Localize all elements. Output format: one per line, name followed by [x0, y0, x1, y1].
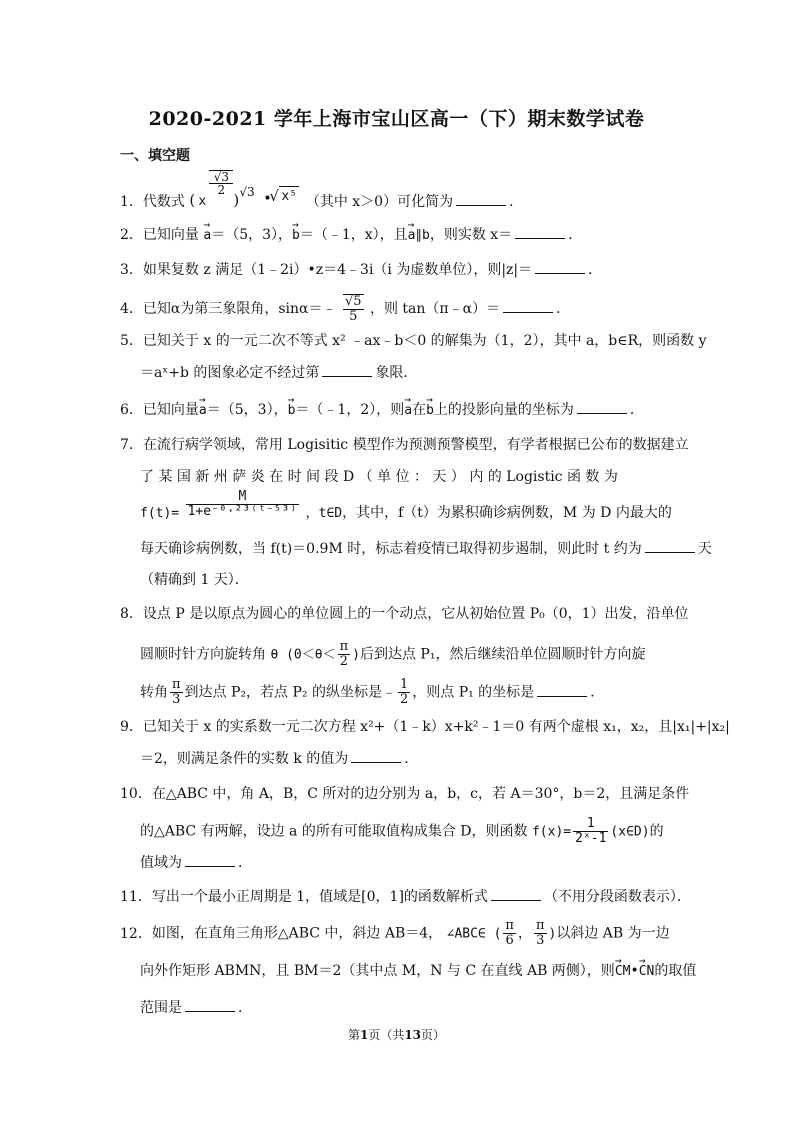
q12-fraction-pi3 [534, 919, 547, 948]
question-8 [120, 604, 689, 624]
answer-blank[interactable] [503, 298, 553, 313]
fraction-numerator: 1 [573, 817, 608, 832]
question-text: 如图，在直角三角形△ABC 中，斜边 AB＝4， [151, 925, 443, 942]
question-12-cont2 [140, 997, 252, 1018]
question-text: ＝（﹣1，2），则 [295, 402, 405, 418]
q1-sqrt-x5: x⁵ [279, 186, 299, 207]
question-text: 已知向量 [142, 402, 199, 418]
question-5-cont [140, 362, 417, 383]
question-text: 写出一个最小正周期是 1，值域是[0，1]的函数解析式 [151, 889, 488, 905]
question-text: 到达点 P₂，若点 P₂ 的纵坐标是﹣ [184, 684, 396, 701]
question-text: ． [404, 751, 419, 767]
question-number: 10． [120, 786, 152, 802]
question-text: ． [556, 301, 571, 317]
vector-a: → a [203, 226, 211, 246]
question-1 [120, 170, 680, 212]
question-text: 的取值 [654, 963, 697, 979]
answer-blank[interactable] [491, 886, 541, 901]
question-text: 转角 [140, 684, 168, 701]
question-text: 在△ABC 中，角 A，B，C 所对的边分别为 a，b，c，若 A＝30°，b＝2，且满足条件 [151, 786, 690, 802]
q1-sqrt3: √3 [239, 185, 255, 199]
q1-exp-den: 2 [217, 183, 226, 197]
question-8-cont2 [140, 678, 604, 707]
fraction-numerator: π [339, 639, 349, 654]
vector-a: → a [199, 401, 207, 421]
fraction-denominator: 3 [172, 692, 181, 707]
fraction-denominator: 5 [349, 309, 358, 324]
question-10-cont [140, 817, 664, 846]
q8-theta-range: θ (0＜θ＜ [270, 647, 336, 663]
question-9 [120, 717, 730, 737]
question-12-cont [140, 961, 696, 982]
question-text: 在流行病学领域，常用 Logisitic 模型作为预测预警模型，有学者根据已公布的数据建立 [142, 437, 689, 453]
question-4 [120, 294, 680, 324]
question-text: 每天确诊病例数，当 f(t)＝0.9M 时，标志着疫情已取得初步遏制，则此时 t 约为 [140, 541, 642, 557]
question-text: 天 [697, 541, 712, 557]
parallel-condition: → a∥b [408, 226, 430, 246]
question-text: 设点 P 是以原点为圆心的单位圆上的一个动点，它从初始位置 P₀（0，1）出发，沿单位 [142, 606, 689, 622]
question-text: 以斜边 AB 为一边 [556, 925, 670, 942]
page-title: 2020-2021 学年上海市宝山区高一（下）期末数学试卷 [148, 108, 645, 130]
section-heading: 一、填空题 [120, 148, 190, 164]
q8-paren: ) [352, 647, 360, 663]
answer-blank[interactable] [351, 748, 401, 763]
fraction-denominator: 2 [339, 654, 348, 669]
answer-blank[interactable] [456, 191, 506, 206]
question-12 [120, 919, 680, 948]
question-text: ． [590, 684, 605, 701]
question-text: ＝（5，3）， [211, 227, 293, 243]
question-2 [120, 224, 680, 246]
question-text: （精确到 1 天）． [140, 572, 249, 588]
fraction-numerator: π [535, 918, 545, 933]
question-text: 圆顺时针方向旋转角 [140, 646, 266, 663]
fraction-denominator: 1+e⁻⁰·²³⁽ᵗ⁻⁵³⁾ [187, 503, 298, 519]
question-text: 的△ABC 有两解，设边 a 的所有可能取值构成集合 D，则函数 [140, 823, 528, 840]
question-number: 12． [120, 925, 152, 942]
fraction-denominator: 3 [536, 933, 545, 948]
vector-a: → a [404, 401, 412, 421]
question-text: ＝（﹣1，x），且 [299, 227, 408, 243]
question-text: （不用分段函数表示）． [543, 889, 691, 905]
fraction-denominator: 2 [399, 692, 409, 707]
question-text: ，其中，f（t）为累积确诊病例数，M 为 D 内最大的 [342, 505, 672, 521]
question-text: ． [238, 855, 252, 871]
question-text: （其中 x＞0）可化简为 [305, 194, 454, 210]
question-number: 1． [120, 194, 143, 210]
question-text: ＝aˣ+b 的图象必定不经过第 [140, 365, 320, 381]
question-text: ． [588, 262, 603, 278]
q8-fraction-pi2 [338, 640, 351, 669]
footer-total-pages: 13 [404, 1028, 422, 1042]
vector-cm: → CM [615, 962, 631, 982]
question-number: 4． [120, 301, 143, 317]
question-number: 11． [120, 889, 152, 905]
q4-fraction [343, 294, 364, 324]
question-text: 代数式 [142, 194, 185, 210]
page-footer [0, 1026, 793, 1043]
answer-blank[interactable] [185, 852, 235, 867]
answer-blank[interactable] [515, 224, 565, 239]
q12-comma: ， [517, 925, 532, 942]
question-text: 已知关于 x 的一元二次不等式 x² ﹣ax﹣b＜0 的解集为（1，2），其中 a，b∈R，则函数 y [142, 333, 707, 349]
question-number: 5． [120, 333, 143, 349]
question-10 [120, 784, 690, 804]
q12-paren: ) [548, 926, 557, 942]
q12-angle-range: ∠ABC∈ ( [446, 926, 502, 942]
vector-b: → b [292, 226, 300, 246]
q10-fraction [573, 817, 608, 846]
question-text: 象限． [375, 365, 418, 381]
q1-exp-num: √3 [209, 170, 233, 184]
question-text: ，则点 P₁ 的坐标是 [412, 684, 535, 701]
question-7-formula-line [140, 488, 672, 524]
question-text: ＝（5，3）， [206, 402, 288, 418]
q1-expression: ( x $\frac{√3}{2}$ ) √3 • √ x⁵ [189, 186, 301, 206]
fraction-numerator: π [505, 918, 514, 933]
fraction-numerator: M [186, 490, 300, 505]
question-text: 在 [412, 402, 427, 418]
vector-b: → b [426, 401, 434, 421]
vector-cn: → CN [639, 962, 655, 982]
q7-domain: ，t∈D [305, 506, 343, 521]
question-7 [120, 435, 689, 455]
fraction-numerator: √5 [344, 294, 362, 309]
answer-blank[interactable] [577, 399, 627, 414]
question-text: 了 某 国 新 州 萨 炎 在 时 间 段 D （ 单 位 ： 天 ） 内 的 Logistic 函 数 为 [140, 469, 618, 485]
q8-fraction-half [398, 678, 410, 707]
question-text: 已知关于 x 的实系数一元二次方程 x²+（1﹣k）x+k²﹣1＝0 有两个虚根 x₁，x₂，且|x₁|+|x₂| [142, 719, 730, 735]
footer-mid: 页（共 [368, 1028, 405, 1042]
q12-fraction-pi6 [503, 919, 516, 948]
question-7-cont2 [140, 538, 712, 559]
question-8-cont [140, 640, 645, 669]
question-number: 9． [120, 719, 143, 735]
q8-fraction-pi3 [170, 678, 183, 707]
question-7-cont3 [140, 570, 249, 590]
fraction-denominator: 6 [505, 933, 514, 948]
q10-function-name: f(x)= [531, 824, 572, 840]
question-text: ． [629, 402, 644, 418]
answer-blank[interactable] [322, 362, 372, 377]
q1-dot: • [263, 191, 272, 207]
question-text: ． [509, 194, 524, 210]
answer-blank[interactable] [645, 538, 695, 553]
answer-blank[interactable] [535, 259, 585, 274]
footer-prefix: 第 [347, 1028, 360, 1042]
question-7-cont [140, 467, 618, 487]
question-9-cont [140, 748, 418, 769]
fraction-numerator: π [172, 677, 181, 692]
question-10-cont2 [140, 852, 252, 873]
q1-exponent [209, 170, 233, 196]
question-text: 上的投影向量的坐标为 [433, 402, 574, 418]
q1-base: x [198, 194, 207, 209]
answer-blank[interactable] [537, 682, 587, 697]
question-text: ，则实数 x＝ [429, 227, 513, 243]
question-text: 的 [649, 823, 664, 840]
q10-domain: (x∈D) [610, 824, 650, 840]
footer-suffix: 页） [421, 1028, 446, 1042]
question-text: ＝2，则满足条件的实数 k 的值为 [140, 751, 349, 767]
q7-fraction [186, 490, 300, 519]
question-number: 8． [120, 606, 143, 622]
q12-dot: • [630, 963, 639, 979]
question-3 [120, 259, 680, 280]
answer-blank[interactable] [185, 997, 235, 1012]
q7-function-name: f(t)= [140, 506, 180, 521]
fraction-denominator: 2ˣ-1 [575, 831, 607, 846]
question-number: 3． [120, 262, 143, 278]
question-text: ，则 tan（π﹣α）＝ [369, 301, 501, 317]
question-number: 2． [120, 227, 143, 243]
question-text: 如果复数 z 满足（1﹣2i）•z＝4﹣3i（i 为虚数单位），则|z|＝ [142, 262, 533, 278]
fraction-numerator: 1 [399, 677, 409, 692]
question-text: 向外作矩形 ABMN，且 BM＝2（其中点 M，N 与 C 在直线 AB 两侧），则 [140, 963, 615, 979]
question-text: 范围是 [140, 1000, 182, 1016]
question-text: 值域为 [140, 855, 182, 871]
question-5 [120, 331, 707, 351]
question-text: ． [238, 1000, 252, 1016]
question-text: 已知向量 [142, 227, 199, 243]
question-number: 7． [120, 437, 143, 453]
question-text: 后到达点 P₁，然后继续沿单位圆顺时针方向旋 [359, 646, 646, 663]
question-text: ． [568, 227, 583, 243]
question-text: 已知α为第三象限角，sinα＝﹣ [142, 301, 337, 317]
question-number: 6． [120, 402, 143, 418]
question-6 [120, 399, 680, 421]
question-11 [120, 886, 691, 907]
footer-page-number: 1 [359, 1028, 369, 1042]
vector-b: → b [288, 401, 296, 421]
